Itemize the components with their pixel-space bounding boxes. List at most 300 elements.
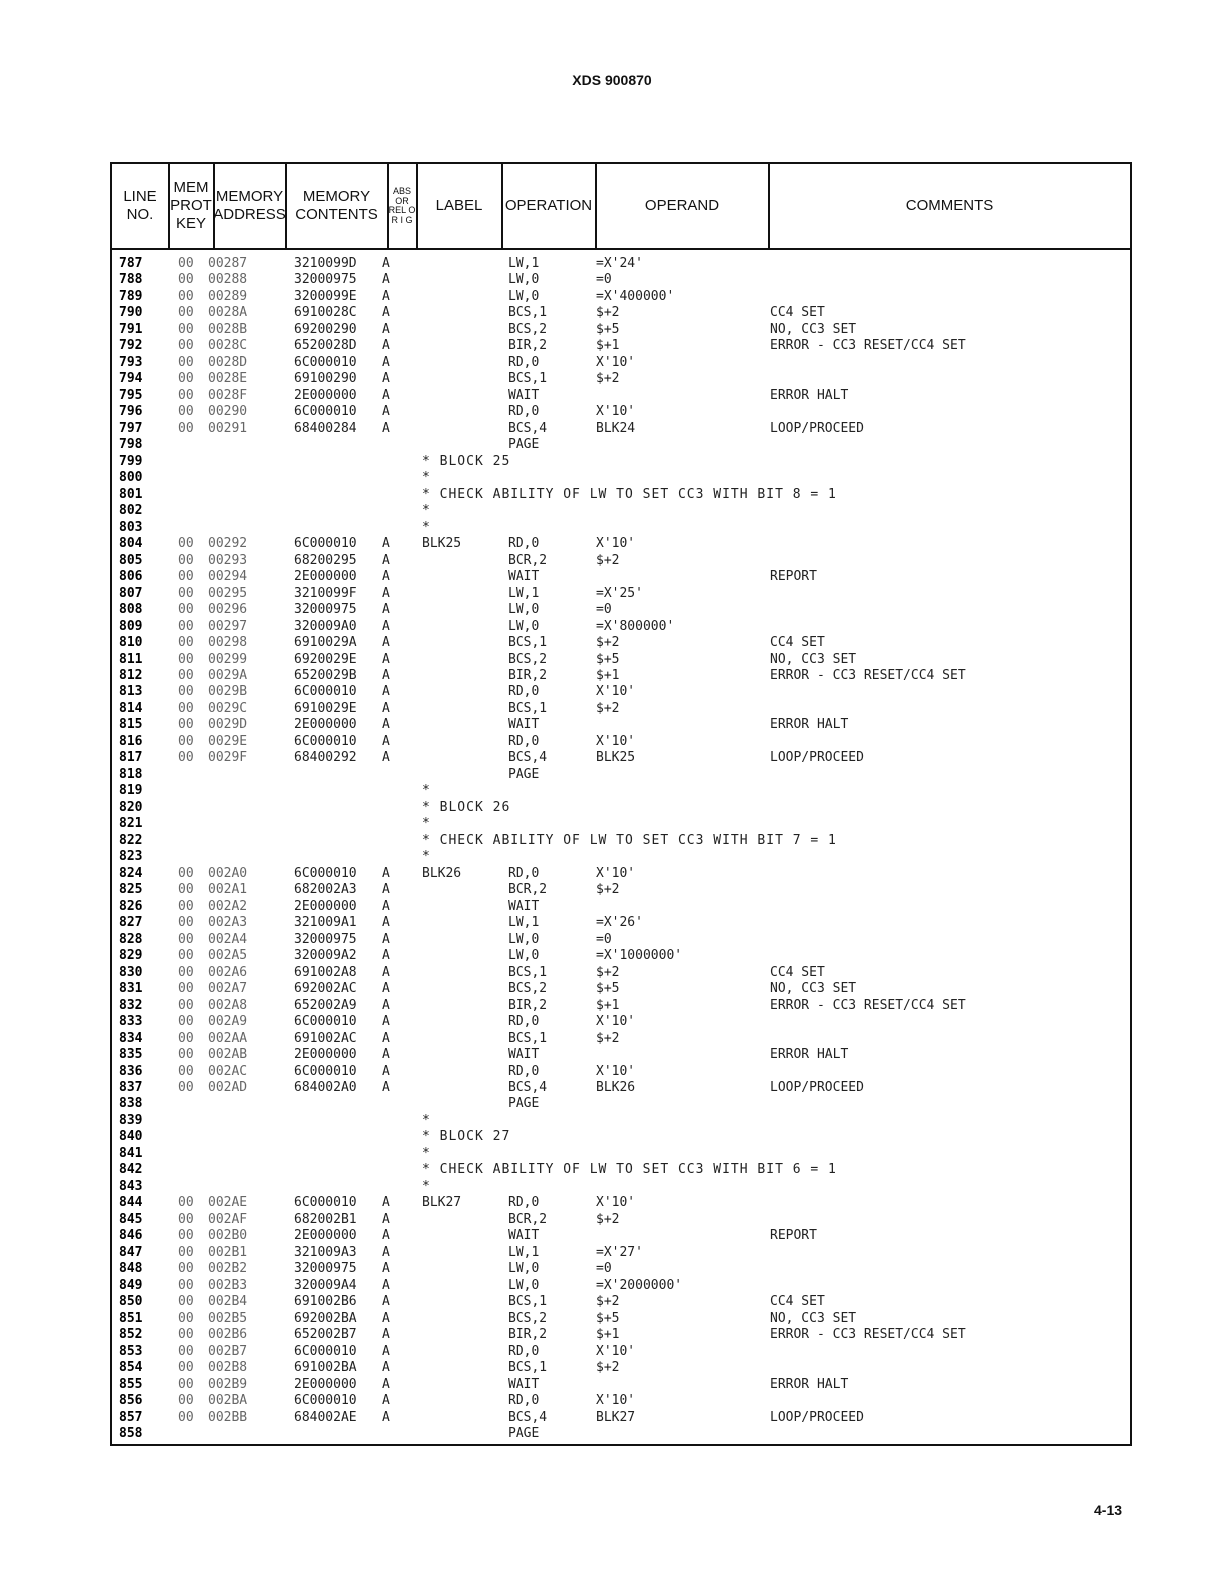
mem-prot-key: 00 [178,684,194,700]
mem-prot-key: 00 [178,1294,194,1310]
memory-address: 00292 [208,536,248,552]
memory-address: 002B6 [208,1327,248,1343]
header-line-no: LINE NO. [123,188,157,223]
line-number: 836 [119,1063,143,1079]
line-number: 856 [119,1393,143,1409]
line-number: 829 [119,948,143,964]
operand: $+2 [596,371,620,387]
table-row [112,371,1130,387]
mem-prot-key: 00 [178,733,194,749]
operation: BCS,1 [508,635,548,651]
memory-contents: 6C000010 [294,684,357,700]
memory-contents: 682002A3 [294,882,357,898]
comment: CC4 SET [770,964,825,980]
line-number: 838 [119,1096,143,1112]
line-number: 787 [119,256,143,271]
line-number: 790 [119,305,143,321]
relocation-flag: A [382,668,390,683]
mem-prot-key: 00 [178,915,194,931]
memory-address: 002B3 [208,1277,248,1293]
line-number: 855 [119,1376,143,1392]
memory-address: 002A6 [208,964,248,980]
mem-prot-key: 00 [178,338,194,354]
comment-line: * BLOCK 27 [422,1129,511,1145]
comment: CC4 SET [770,635,825,651]
relocation-flag: A [382,552,390,568]
relocation-flag: A [382,420,390,436]
memory-address: 002A4 [208,931,248,947]
table-row [112,520,1130,536]
memory-contents: 3200099E [294,288,357,304]
mem-prot-key: 00 [178,272,194,288]
memory-address: 002B5 [208,1310,248,1326]
operation: LW,0 [508,618,540,634]
operand: =X'26' [596,915,643,931]
operation: RD,0 [508,865,540,881]
relocation-flag: A [382,717,390,733]
line-number: 830 [119,964,143,980]
comment: ERROR - CC3 RESET/CC4 SET [770,1327,966,1343]
table-row [112,1096,1130,1112]
memory-address: 002AB [208,1047,248,1063]
memory-contents: 32000975 [294,602,357,618]
table-row [112,1327,1130,1343]
line-number: 822 [119,832,143,848]
operation: LW,1 [508,585,540,601]
memory-contents: 6910029E [294,700,357,716]
memory-contents: 652002B7 [294,1327,357,1343]
line-number: 794 [119,371,143,387]
mem-prot-key: 00 [178,700,194,716]
line-number: 795 [119,387,143,403]
operation: LW,0 [508,1261,540,1277]
operand: $+1 [596,997,620,1013]
operand: $+2 [596,1211,620,1227]
relocation-flag: A [382,1277,390,1293]
memory-address: 0029A [208,668,248,683]
operation: BIR,2 [508,1327,548,1343]
relocation-flag: A [382,997,390,1013]
mem-prot-key: 00 [178,898,194,914]
operation: LW,1 [508,1244,540,1260]
relocation-flag: A [382,1310,390,1326]
memory-contents: 69100290 [294,371,357,387]
memory-address: 002A8 [208,997,248,1013]
line-number: 789 [119,288,143,304]
relocation-flag: A [382,1063,390,1079]
table-row [112,437,1130,453]
relocation-flag: A [382,569,390,585]
relocation-flag: A [382,321,390,337]
mem-prot-key: 00 [178,1360,194,1376]
relocation-flag: A [382,865,390,881]
mem-prot-key: 00 [178,717,194,733]
operation: BCS,4 [508,750,548,766]
memory-contents: 68400292 [294,750,357,766]
operand: $+5 [596,981,620,997]
operation: BIR,2 [508,338,548,354]
memory-contents: 6C000010 [294,536,357,552]
operand: X'10' [596,1393,636,1409]
memory-address: 002B0 [208,1228,248,1244]
operand: $+2 [596,882,620,898]
table-row [112,1393,1130,1409]
memory-contents: 2E000000 [294,1376,357,1392]
relocation-flag: A [382,354,390,370]
line-number: 806 [119,569,143,585]
mem-prot-key: 00 [178,536,194,552]
relocation-flag: A [382,618,390,634]
operand: X'10' [596,1195,636,1211]
header-abs-rel-orig: ABS OR REL O R I G [388,186,416,225]
memory-address: 0028D [208,354,248,370]
relocation-flag: A [382,1195,390,1211]
memory-contents: 691002AC [294,1030,357,1046]
memory-address: 002BB [208,1409,248,1425]
relocation-flag: A [382,305,390,321]
mem-prot-key: 00 [178,305,194,321]
operation: RD,0 [508,684,540,700]
operation: BCS,2 [508,321,548,337]
memory-contents: 3210099D [294,256,357,271]
line-number: 812 [119,668,143,683]
line-number: 804 [119,536,143,552]
comment-line: * [422,849,431,865]
memory-address: 002AD [208,1080,248,1095]
line-number: 802 [119,503,143,519]
comment-line: * [422,783,431,799]
operation: RD,0 [508,1063,540,1079]
relocation-flag: A [382,915,390,931]
table-row [112,684,1130,700]
operand: $+1 [596,338,620,354]
table-row [112,948,1130,964]
comment: LOOP/PROCEED [770,750,864,766]
line-number: 854 [119,1360,143,1376]
mem-prot-key: 00 [178,882,194,898]
relocation-flag: A [382,750,390,766]
memory-contents: 6C000010 [294,404,357,420]
relocation-flag: A [382,536,390,552]
line-number: 800 [119,470,143,486]
line-number: 827 [119,915,143,931]
operand: $+2 [596,964,620,980]
comment-line: * BLOCK 25 [422,453,511,469]
relocation-flag: A [382,585,390,601]
memory-contents: 6C000010 [294,354,357,370]
table-row [112,915,1130,931]
memory-address: 00293 [208,552,248,568]
memory-address: 002AE [208,1195,248,1211]
line-number: 817 [119,750,143,766]
operation: WAIT [508,569,540,585]
memory-address: 002AC [208,1063,248,1079]
relocation-flag: A [382,1228,390,1244]
label: BLK25 [422,536,462,552]
header-operand: OPERAND [644,197,720,214]
operand: X'10' [596,1063,636,1079]
table-row [112,998,1130,1014]
memory-address: 002AF [208,1211,248,1227]
relocation-flag: A [382,1343,390,1359]
table-row [112,734,1130,750]
operation: WAIT [508,1228,540,1244]
memory-address: 00291 [208,420,248,436]
operand: $+2 [596,1360,620,1376]
line-number: 835 [119,1047,143,1063]
memory-address: 002A2 [208,898,248,914]
memory-contents: 682002B1 [294,1211,357,1227]
memory-address: 00295 [208,585,248,601]
table-row [112,1426,1130,1442]
mem-prot-key: 00 [178,1277,194,1293]
memory-contents: 6920029E [294,651,357,667]
relocation-flag: A [382,1080,390,1095]
table-row [112,882,1130,898]
line-number: 837 [119,1080,143,1095]
table-row [112,619,1130,635]
mem-prot-key: 00 [178,618,194,634]
memory-address: 002A7 [208,981,248,997]
memory-address: 002B8 [208,1360,248,1376]
mem-prot-key: 00 [178,981,194,997]
line-number: 858 [119,1426,143,1442]
relocation-flag: A [382,338,390,354]
operand: $+2 [596,305,620,321]
relocation-flag: A [382,1327,390,1343]
operation: BCS,4 [508,420,548,436]
table-row [112,652,1130,668]
memory-address: 002A3 [208,915,248,931]
table-row [112,668,1130,684]
operation: PAGE [508,1096,540,1112]
operand: $+2 [596,1294,620,1310]
relocation-flag: A [382,1376,390,1392]
operand: BLK27 [596,1409,636,1425]
comment: REPORT [770,569,817,585]
operand: X'10' [596,865,636,881]
table-row [112,816,1130,832]
operation: RD,0 [508,354,540,370]
operand: =0 [596,931,612,947]
comment-line: * CHECK ABILITY OF LW TO SET CC3 WITH BIT 6 = 1 [422,1162,837,1178]
table-row [112,899,1130,915]
relocation-flag: A [382,1244,390,1260]
line-number: 801 [119,486,143,502]
operation: BIR,2 [508,668,548,683]
comment: LOOP/PROCEED [770,420,864,436]
operation: RD,0 [508,1343,540,1359]
memory-contents: 692002AC [294,981,357,997]
comment: ERROR HALT [770,387,849,403]
table-row [112,717,1130,733]
line-number: 825 [119,882,143,898]
operand: $+5 [596,1310,620,1326]
table-row [112,569,1130,585]
table-row [112,388,1130,404]
memory-contents: 32000975 [294,931,357,947]
line-number: 824 [119,865,143,881]
memory-address: 00289 [208,288,248,304]
line-number: 798 [119,437,143,453]
table-row [112,701,1130,717]
memory-contents: 68400284 [294,420,357,436]
relocation-flag: A [382,1047,390,1063]
comment-line: * CHECK ABILITY OF LW TO SET CC3 WITH BIT 8 = 1 [422,486,837,502]
operation: BCS,4 [508,1409,548,1425]
operation: BCS,2 [508,651,548,667]
memory-address: 0029D [208,717,248,733]
comment: REPORT [770,1228,817,1244]
operation: WAIT [508,1047,540,1063]
relocation-flag: A [382,931,390,947]
table-row [112,272,1130,288]
line-number: 840 [119,1129,143,1145]
comment-line: * [422,1145,431,1161]
table-row [112,586,1130,602]
operation: WAIT [508,1376,540,1392]
operation: BCS,1 [508,1294,548,1310]
table-row [112,503,1130,519]
line-number: 849 [119,1277,143,1293]
table-row [112,1344,1130,1360]
memory-contents: 2E000000 [294,1047,357,1063]
mem-prot-key: 00 [178,1211,194,1227]
memory-contents: 6C000010 [294,1343,357,1359]
operation: BIR,2 [508,997,548,1013]
line-number: 803 [119,519,143,535]
memory-address: 0029E [208,733,248,749]
table-row [112,1228,1130,1244]
line-number: 847 [119,1244,143,1260]
line-number: 797 [119,420,143,436]
table-row [112,800,1130,816]
relocation-flag: A [382,948,390,964]
table-row [112,1129,1130,1145]
memory-contents: 6520028D [294,338,357,354]
table-row [112,1113,1130,1129]
operation: LW,1 [508,915,540,931]
operand: =X'800000' [596,618,675,634]
mem-prot-key: 00 [178,1014,194,1030]
table-row [112,553,1130,569]
memory-address: 002A1 [208,882,248,898]
label: BLK27 [422,1195,462,1211]
line-number: 848 [119,1261,143,1277]
relocation-flag: A [382,1261,390,1277]
page-number: 4-13 [1094,1502,1123,1518]
mem-prot-key: 00 [178,354,194,370]
memory-address: 002A9 [208,1014,248,1030]
mem-prot-key: 00 [178,1228,194,1244]
relocation-flag: A [382,882,390,898]
relocation-flag: A [382,1014,390,1030]
memory-contents: 2E000000 [294,898,357,914]
operand: =X'400000' [596,288,675,304]
mem-prot-key: 00 [178,404,194,420]
operand: $+2 [596,700,620,716]
memory-contents: 691002B6 [294,1294,357,1310]
operand: =X'1000000' [596,948,683,964]
memory-contents: 6520029B [294,668,357,683]
memory-contents: 652002A9 [294,997,357,1013]
operation: PAGE [508,437,540,453]
line-number: 792 [119,338,143,354]
operation: RD,0 [508,733,540,749]
memory-contents: 6C000010 [294,733,357,749]
memory-contents: 32000975 [294,1261,357,1277]
operation: LW,0 [508,602,540,618]
operation: LW,0 [508,931,540,947]
table-row [112,833,1130,849]
operation: PAGE [508,766,540,782]
operand: $+5 [596,651,620,667]
table-row [112,1179,1130,1195]
memory-contents: 6C000010 [294,865,357,881]
line-number: 788 [119,272,143,288]
memory-contents: 691002BA [294,1360,357,1376]
operation: WAIT [508,717,540,733]
memory-contents: 6C000010 [294,1195,357,1211]
memory-address: 0028F [208,387,248,403]
table-row [112,1311,1130,1327]
table-row [112,454,1130,470]
relocation-flag: A [382,1360,390,1376]
comment-line: * [422,816,431,832]
line-number: 816 [119,733,143,749]
operation: LW,1 [508,256,540,271]
relocation-flag: A [382,635,390,651]
mem-prot-key: 00 [178,865,194,881]
mem-prot-key: 00 [178,1343,194,1359]
relocation-flag: A [382,288,390,304]
mem-prot-key: 00 [178,635,194,651]
line-number: 807 [119,585,143,601]
memory-address: 002AA [208,1030,248,1046]
operation: BCS,1 [508,1360,548,1376]
mem-prot-key: 00 [178,1376,194,1392]
table-row [112,404,1130,420]
memory-address: 002B9 [208,1376,248,1392]
memory-contents: 2E000000 [294,1228,357,1244]
table-row [112,1377,1130,1393]
table-row [112,1294,1130,1310]
memory-address: 0029B [208,684,248,700]
operand: $+1 [596,1327,620,1343]
memory-contents: 321009A3 [294,1244,357,1260]
operand: BLK25 [596,750,636,766]
relocation-flag: A [382,272,390,288]
operand: $+1 [596,668,620,683]
table-row [112,1360,1130,1376]
relocation-flag: A [382,981,390,997]
program-listing-table [110,162,1132,1446]
memory-address: 00296 [208,602,248,618]
memory-address: 00288 [208,272,248,288]
memory-contents: 69200290 [294,321,357,337]
line-number: 810 [119,635,143,651]
relocation-flag: A [382,1211,390,1227]
mem-prot-key: 00 [178,288,194,304]
memory-address: 0029C [208,700,248,716]
comment: NO, CC3 SET [770,981,857,997]
mem-prot-key: 00 [178,1244,194,1260]
mem-prot-key: 00 [178,931,194,947]
table-row [112,981,1130,997]
table-row [112,1014,1130,1030]
table-row [112,1047,1130,1063]
table-row [112,1031,1130,1047]
